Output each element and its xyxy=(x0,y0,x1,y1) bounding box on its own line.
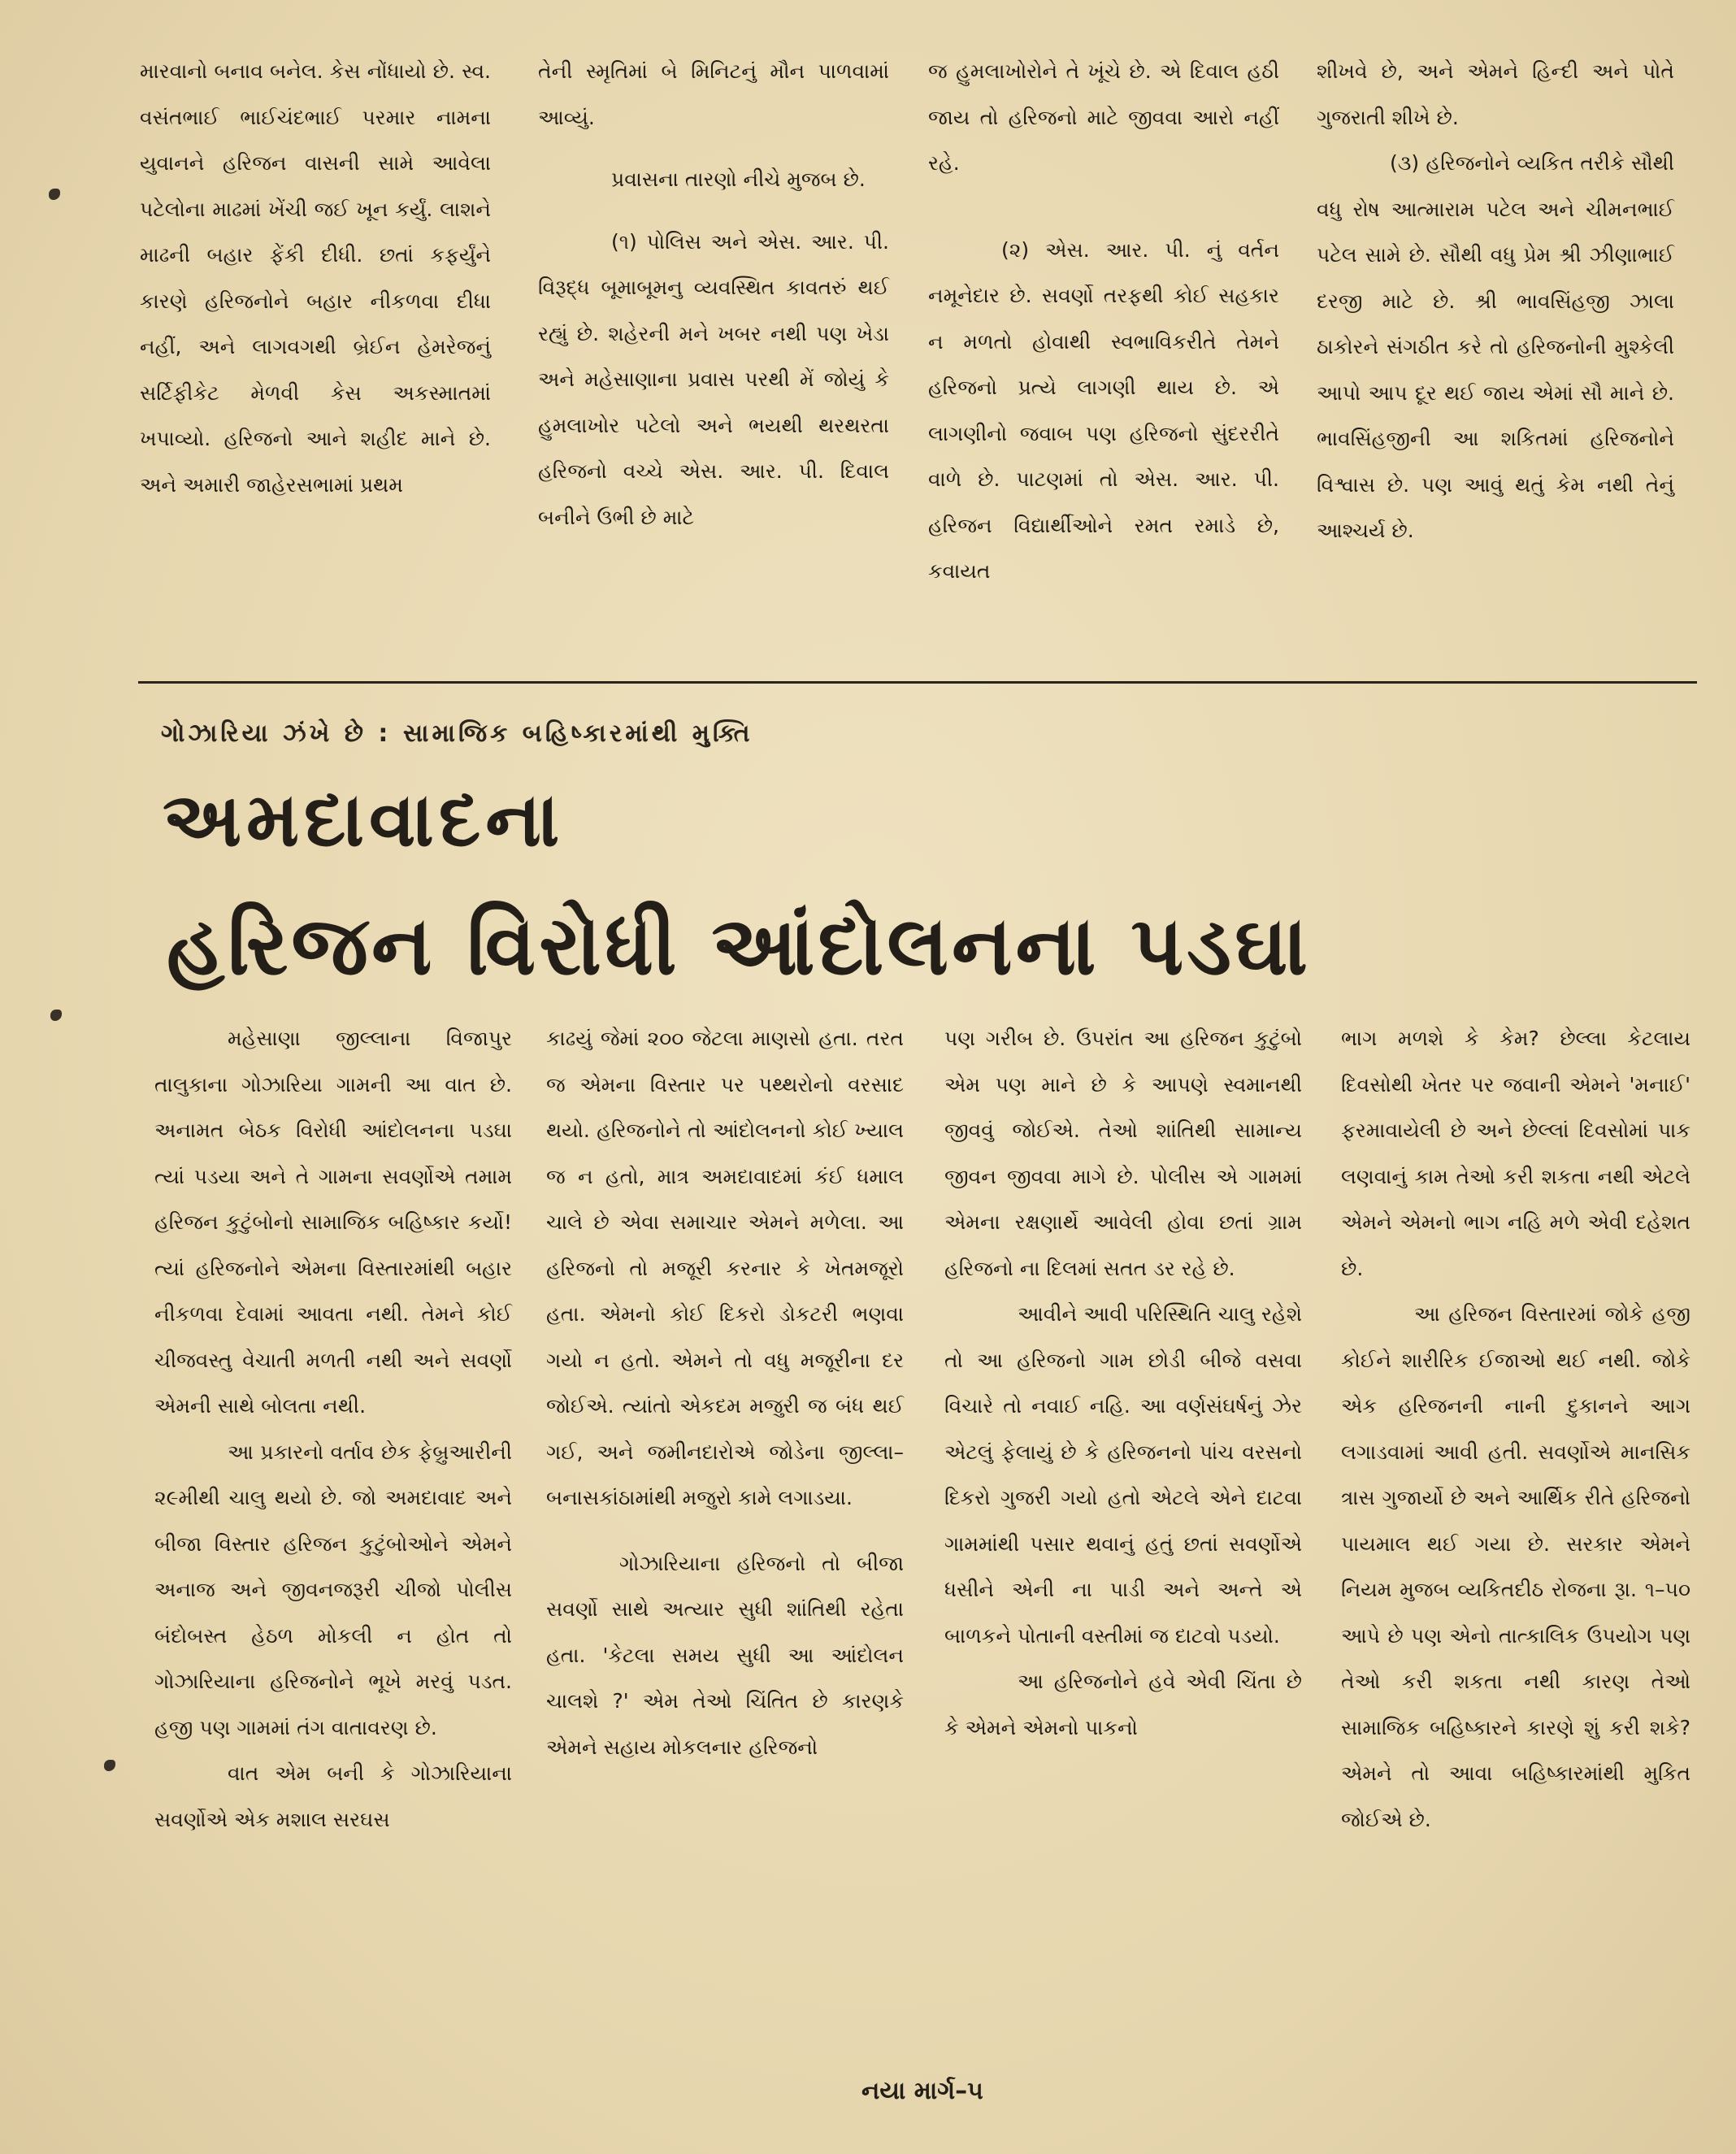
article-kicker: ગોઝારિયા ઝંખે છે : સામાજિક બહિષ્કારમાંથી મુક્તિ xyxy=(161,719,753,748)
top-col1-para-1: મારવાનો બનાવ બનેલ. કેસ નોંધાયો છે. સ્વ. વસંતભાઈ ભાઈચંદભાઈ પરમાર નામના યુવાનને હરિજન વાસની સામે આવેલા પટેલોના માઢમાં ખેંચી જઈ ખૂન કર્યું. લાશને માઢની બહાર ફેંકી દીધી. છતાં કફર્યુંને કારણે હરિજનોને બહાર નીકળવા દીધા નહીં, અને લાગવગથી બ્રેઈન હેમરેજનું સર્ટિફીકેટ મેળવી કેસ અકસ્માતમાં ખપાવ્યો. હરિજનો આને શહીદ માને છે. અને અમારી જાહેરસભામાં પ્રથમ xyxy=(140,59,491,497)
bottom-col1-para-1: મહેસાણા જીલ્લાના વિજાપુર તાલુકાના ગોઝારિયા ગામની આ વાત છે. અનામત બેઠક વિરોધી આંદોલનના પડઘા ત્યાં પડયા અને તે ગામના સવર્ણોએ તમામ હરિજન કુટુંબોનો સામાજિક બહિષ્કાર કર્યો! ત્યાં હરિજનોને એમના વિસ્તારમાંથી બહાર નીકળવા દેવામાં આવતા નથી. તેમને કોઈ ચીજવસ્તુ વેચાતી મળતી નથી અને સવર્ણો એમની સાથે બોલતા નથી. xyxy=(154,1027,512,1418)
bottom-col4-para-1: ભાગ મળશે કે કેમ? છેલ્લા કેટલાય દિવસોથી ખેતર પર જવાની એમને 'મનાઈ' ફરમાવાયેલી છે અને છેલ્લાં દિવસોમાં પાક લણવાનું કામ તેઓ કરી શકતા નથી એટલે એમને એમનો ભાગ નહિ મળે એવી દહેશત છે. xyxy=(1341,1027,1690,1280)
top-col2-para-2: પ્રવાસના તારણો નીચે મુજબ છે. xyxy=(611,167,866,191)
headline-line-2: હરિજન વિરોધી આંદોલનના પડઘા xyxy=(167,898,1311,993)
top-col3-para-1: જ હુમલાખોરોને તે ખૂંચે છે. એ દિવાલ હઠી જાય તો હરિજનો માટે જીવવા આરો નહીં રહે. xyxy=(928,59,1279,175)
paper-damage-mark xyxy=(104,1760,115,1771)
paper-damage-mark xyxy=(50,1010,62,1021)
bottom-col3-para-2: આવીને આવી પરિસ્થિતિ ચાલુ રહેશે તો આ હરિજનો ગામ છોડી બીજે વસવા વિચારે તો નવાઈ નહિ. આ વર્ણસંઘર્ષનું ઝેર એટલું ફેલાયું છે કે હરિજનનો પાંચ વરસનો દિકરો ગુજરી ગયો હતો એટલે એને દાટવા ગામમાંથી પસાર થવાનું હતું છતાં સવર્ણોએ ધસીને એની ના પાડી અને અન્તે એ બાળકને પોતાની વસ્તીમાં જ દાટવો પડયો. xyxy=(944,1302,1302,1648)
top-column-3 xyxy=(928,49,1279,595)
bottom-column-1 xyxy=(154,1016,512,1843)
top-col2-para-3: (૧) પોલિસ અને એસ. આર. પી. વિરૂદ્ધ બૂમાબૂમનુ વ્યવસ્થિત કાવતરું થઈ રહ્યું છે. શહેરની મને ખબર નથી પણ ખેડા અને મહેસાણાના પ્રવાસ પરથી મેં જોયું કે હુમલાખોર પટેલો અને ભયથી થરથરતા હરિજનો વચ્ચે એસ. આર. પી. દિવાલ બનીને ઉભી છે માટે xyxy=(538,229,889,529)
paper-damage-mark xyxy=(49,189,60,200)
top-column-2 xyxy=(538,49,889,541)
headline-line-1: અમદાવાદના xyxy=(163,776,565,863)
bottom-col3-para-3: આ હરિજનોને હવે એવી ચિંતા છે કે એમને એમનો પાકનો xyxy=(944,1670,1302,1739)
page-footer: નયા માર્ગ–૫ xyxy=(861,2077,983,2105)
bottom-col4-para-2: આ હરિજન વિસ્તારમાં જોકે હજી કોઈને શારીરિક ઈજાઓ થઈ નથી. જોકે એક હરિજનની નાની દુકાનને આગ લગાડવામાં આવી હતી. સવર્ણોએ માનસિક ત્રાસ ગુજાર્યો છે અને આર્થિક રીતે હરિજનો પાયમાલ થઈ ગયા છે. સરકાર એમને નિયમ મુજબ વ્યકિતદીઠ રોજના રૂા. ૧–૫૦ આપે છે પણ એનો તાત્કાલિક ઉપયોગ પણ તેઓ કરી શકતા નથી કારણ તેઓ સામાજિક બહિષ્કારને કારણે શું કરી શકે? એમને તો આવા બહિષ્કારમાંથી મુકિત જોઈએ છે. xyxy=(1341,1302,1690,1831)
top-col4-para-1: શીખવે છે, અને એમને હિન્દી અને પોતે ગુજરાતી શીખે છે. xyxy=(1317,59,1674,129)
top-col2-para-1: તેની સ્મૃતિમાં બે મિનિટનું મૌન પાળવામાં આવ્યું. xyxy=(538,59,889,129)
bottom-column-3 xyxy=(944,1016,1302,1751)
bottom-col2-para-1: કાઢયું જેમાં ૨૦૦ જેટલા માણસો હતા. તરત જ એમના વિસ્તાર પર પથ્થરોનો વરસાદ થયો. હરિજનોને તો આંદોલનનો કોઈ ખ્યાલ જ ન હતો, માત્ર અમદાવાદમાં કંઈ ધમાલ ચાલે છે એવા સમાચાર એમને મળેલા. આ હરિજનો તો મજૂરી કરનાર કે ખેતમજૂરો હતા. એમનો કોઈ દિકરો ડોકટરી ભણવા ગયો ન હતો. એમને તો વધુ મજૂરીના દર જોઈએ. ત્યાંતો એકદમ મજુરી જ બંધ થઈ ગઈ, અને જમીનદારોએ જોડેના જીલ્લા–બનાસકાંઠામાંથી મજુરો કામે લગાડયા. xyxy=(546,1027,904,1509)
bottom-column-2 xyxy=(546,1016,904,1770)
bottom-col1-para-2: આ પ્રકારનો વર્તાવ છેક ફેબ્રુઆરીની ૨૯મીથી ચાલુ થયો છે. જો અમદાવાદ અને બીજા વિસ્તાર હરિજન કુટુંબોઓને એમને અનાજ અને જીવનજરૂરી ચીજો પોલીસ બંદોબસ્ત હેઠળ મોકલી ન હોત તો ગોઝારિયાના હરિજનોને ભૂખે મરવું પડત. હજી પણ ગામમાં તંગ વાતાવરણ છે. xyxy=(154,1440,512,1739)
top-column-1 xyxy=(140,49,491,508)
section-divider xyxy=(138,681,1697,684)
top-column-4 xyxy=(1317,49,1674,554)
top-col4-para-2: (૩) હરિજનોને વ્યકિત તરીકે સૌથી વધુ રોષ આત્મારામ પટેલ અને ચીમનભાઈ પટેલ સામે છે. સૌથી વધુ પ્રેમ શ્રી ઝીણાભાઈ દરજી માટે છે. શ્રી ભાવસિંહજી ઝાલા ઠાકોરને સંગઠીત કરે તો હરિજનોની મુશ્કેલી આપો આપ દૂર થઈ જાય એમાં સૌ માને છે. ભાવસિંહજીની આ શકિતમાં હરિજનોને વિશ્વાસ છે. પણ આવું થતું કેમ નથી તેનું આશ્ચર્ય છે. xyxy=(1317,151,1674,542)
top-col3-para-2: (૨) એસ. આર. પી. નું વર્તન નમૂનેદાર છે. સવર્ણો તરફથી કોઈ સહકાર ન મળતો હોવાથી સ્વભાવિકરીતે તેમને હરિજનો પ્રત્યે લાગણી થાય છે. એ લાગણીનો જવાબ પણ હરિજનો સુંદરરીતે વાળે છે. પાટણમાં તો એસ. આર. પી. હરિજન વિદ્યાર્થીઓને રમત રમાડે છે, કવાયત xyxy=(928,237,1279,583)
bottom-col2-para-2: ગોઝારિયાના હરિજનો તો બીજા સવર્ણો સાથે અત્યાર સુધી શાંતિથી રહેતા હતા. 'કેટલા સમય સુધી આ આંદોલન ચાલશે ?' એમ તેઓ ચિંતિત છે કારણકે એમને સહાય મોકલનાર હરિજનો xyxy=(546,1551,904,1759)
bottom-col1-para-3: વાત એમ બની કે ગોઝારિયાના સવર્ણોએ એક મશાલ સરઘસ xyxy=(154,1761,512,1831)
bottom-column-4 xyxy=(1341,1016,1690,1843)
bottom-col3-para-1: પણ ગરીબ છે. ઉપરાંત આ હરિજન કુટુંબો એમ પણ માને છે કે આપણે સ્વમાનથી જીવવું જોઈએ. તેઓ શાંતિથી સામાન્ય જીવન જીવવા માગે છે. પોલીસ એ ગામમાં એમના રક્ષણાર્થે આવેલી હોવા છતાં ગ્રામ હરિજનો ના દિલમાં સતત ડર રહે છે. xyxy=(944,1027,1302,1280)
